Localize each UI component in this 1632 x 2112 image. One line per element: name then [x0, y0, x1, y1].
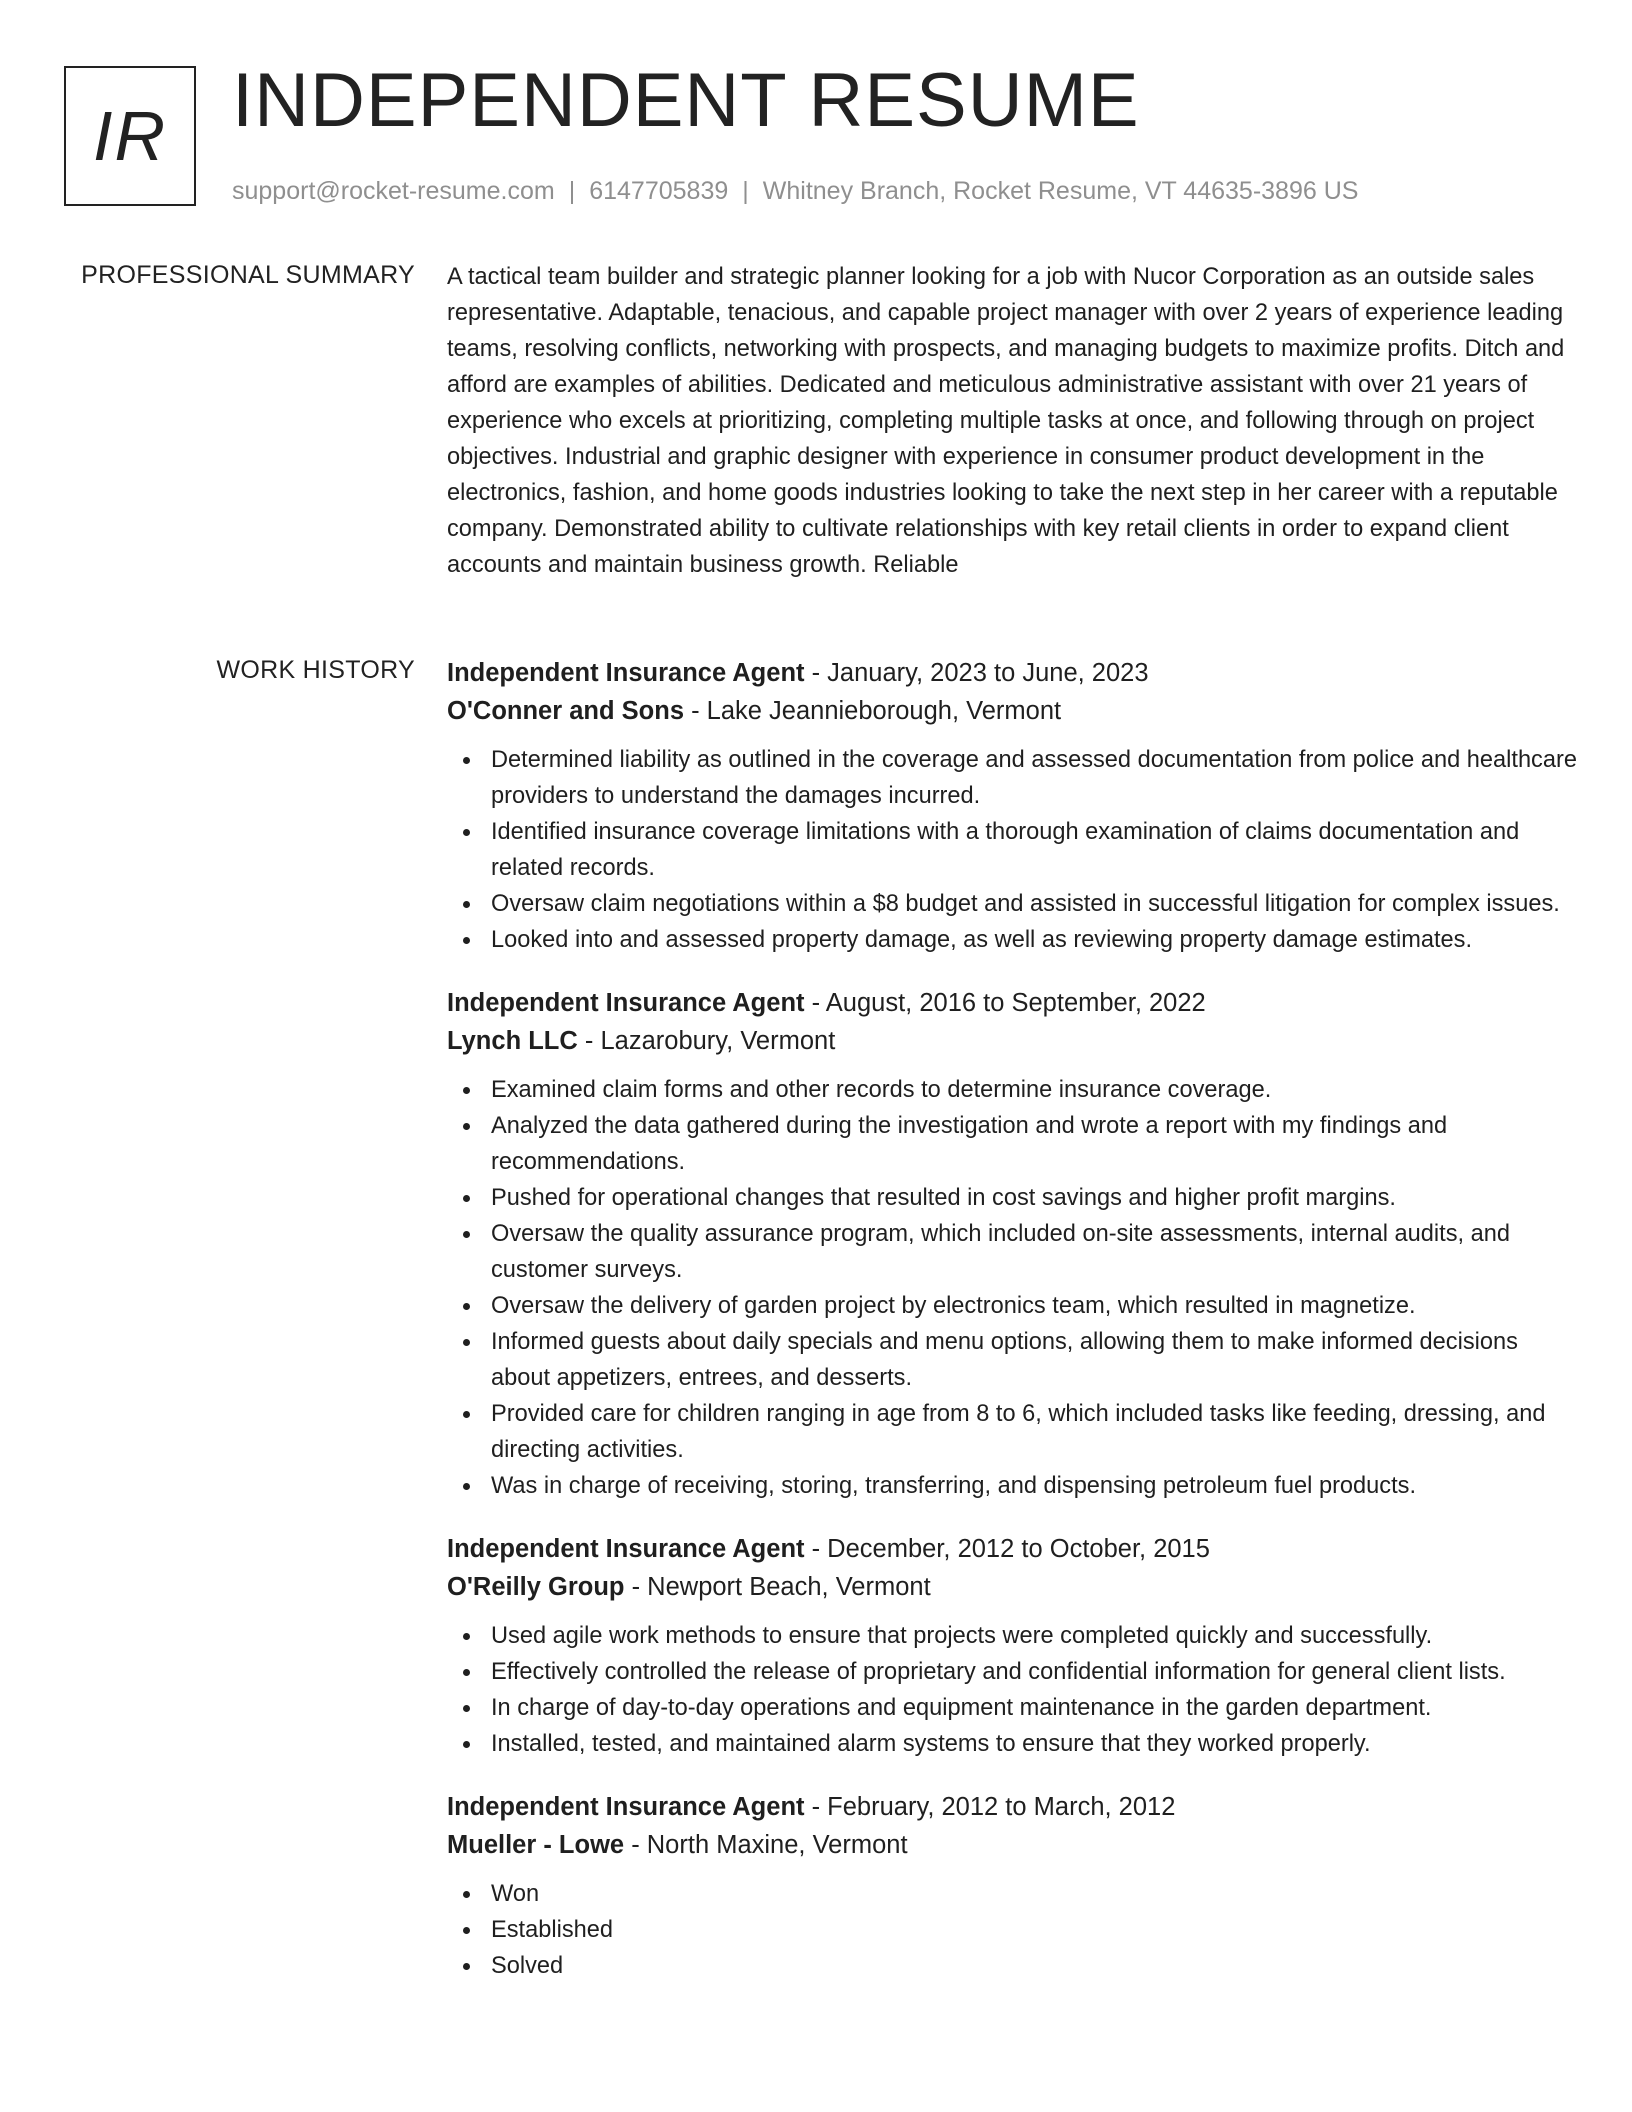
job-bullet — [447, 1876, 1577, 1912]
job-bullet-text: Provided care for children ranging in age from 8 to 6, which included tasks like feeding, dressing, and directing activities. — [491, 1401, 1546, 1463]
job-bullet — [447, 1690, 1577, 1726]
job-bullets — [447, 1072, 1577, 1504]
job-bullet — [447, 922, 1577, 958]
job-title-line — [447, 654, 1577, 692]
job-dates: - December, 2012 to October, 2015 — [804, 1535, 1210, 1563]
job-bullet-text: Oversaw the quality assurance program, which included on-site assessments, internal audits, and customer surveys. — [491, 1221, 1510, 1283]
job-bullet-text: Looked into and assessed property damage, as well as reviewing property damage estimates. — [491, 927, 1472, 953]
job-bullet — [447, 1072, 1577, 1108]
contact-line — [232, 174, 1358, 208]
job-company: Mueller - Lowe — [447, 1831, 625, 1859]
resume-name: INDEPENDENT RESUME — [232, 58, 1140, 143]
bullet-icon — [463, 901, 470, 908]
bullet-icon — [463, 1633, 470, 1640]
job-company-line — [447, 1826, 1577, 1864]
summary-section-label: PROFESSIONAL SUMMARY — [81, 261, 415, 289]
job-bullet-text: Pushed for operational changes that resulted in cost savings and higher profit margins. — [491, 1185, 1396, 1211]
job-bullet-text: Used agile work methods to ensure that projects were completed quickly and successfully. — [491, 1623, 1433, 1649]
job-entry — [447, 1530, 1577, 1762]
job-bullets — [447, 1876, 1577, 1984]
bullet-icon — [463, 1339, 470, 1346]
bullet-icon — [463, 829, 470, 836]
contact-separator: | — [568, 177, 576, 205]
job-bullet — [447, 742, 1577, 814]
job-location: - Lake Jeannieborough, Vermont — [684, 697, 1062, 725]
job-bullet-text: Oversaw the delivery of garden project by electronics team, which resulted in magnetize. — [491, 1293, 1416, 1319]
job-dates: - February, 2012 to March, 2012 — [804, 1793, 1176, 1821]
job-bullet-text: Solved — [491, 1953, 564, 1979]
job-bullet-text: Was in charge of receiving, storing, transferring, and dispensing petroleum fuel products. — [491, 1473, 1417, 1499]
bullet-icon — [463, 1123, 470, 1130]
job-location: - Lazarobury, Vermont — [577, 1027, 836, 1055]
job-bullet-text: Oversaw claim negotiations within a $8 budget and assisted in successful litigation for complex issues. — [491, 891, 1560, 917]
job-bullet-text: In charge of day-to-day operations and equipment maintenance in the garden department. — [491, 1695, 1432, 1721]
job-bullet — [447, 1396, 1577, 1468]
job-bullet-text: Established — [491, 1917, 613, 1943]
job-company: Lynch LLC — [447, 1027, 578, 1055]
bullet-icon — [463, 1411, 470, 1418]
bullet-icon — [463, 1927, 470, 1934]
job-title: Independent Insurance Agent — [447, 1535, 805, 1563]
bullet-icon — [463, 1483, 470, 1490]
job-bullet — [447, 1726, 1577, 1762]
monogram-text: IR — [93, 97, 167, 175]
job-company-line — [447, 1568, 1577, 1606]
contact-phone[interactable]: 6147705839 — [589, 177, 729, 205]
bullet-icon — [463, 757, 470, 764]
job-company-line — [447, 692, 1577, 730]
bullet-icon — [463, 937, 470, 944]
bullet-icon — [463, 1087, 470, 1094]
job-company-line — [447, 1022, 1577, 1060]
job-company: O'Reilly Group — [447, 1573, 625, 1601]
job-title-line — [447, 1530, 1577, 1568]
job-title-line — [447, 1788, 1577, 1826]
job-bullet — [447, 1288, 1577, 1324]
job-title: Independent Insurance Agent — [447, 659, 805, 687]
bullet-icon — [463, 1231, 470, 1238]
bullet-icon — [463, 1963, 470, 1970]
job-bullet-text: Analyzed the data gathered during the investigation and wrote a report with my findings and recommendations. — [491, 1113, 1448, 1175]
job-title-line — [447, 984, 1577, 1022]
job-entry — [447, 1788, 1577, 1984]
job-bullet — [447, 1912, 1577, 1948]
job-location: - Newport Beach, Vermont — [624, 1573, 931, 1601]
job-bullet-text: Determined liability as outlined in the coverage and assessed documentation from police and healthcare providers to understand the damages incurred. — [491, 747, 1577, 809]
job-title: Independent Insurance Agent — [447, 1793, 805, 1821]
job-bullet — [447, 1618, 1577, 1654]
bullet-icon — [463, 1741, 470, 1748]
job-bullet-text: Effectively controlled the release of proprietary and confidential information for general client lists. — [491, 1659, 1506, 1685]
contact-separator: | — [742, 177, 749, 205]
job-location: - North Maxine, Vermont — [624, 1831, 908, 1859]
job-dates: - August, 2016 to September, 2022 — [804, 989, 1206, 1017]
job-bullet — [447, 1216, 1577, 1288]
job-bullet-text: Identified insurance coverage limitations with a thorough examination of claims documentation and related records. — [491, 819, 1520, 881]
job-bullet-text: Installed, tested, and maintained alarm systems to ensure that they worked properly. — [491, 1731, 1371, 1757]
job-bullets — [447, 742, 1577, 958]
bullet-icon — [463, 1303, 470, 1310]
bullet-icon — [463, 1705, 470, 1712]
job-bullet — [447, 1468, 1577, 1504]
contact-email[interactable]: support@rocket-resume.com — [232, 177, 555, 205]
job-bullet-text: Examined claim forms and other records to determine insurance coverage. — [491, 1077, 1272, 1103]
job-entry — [447, 654, 1577, 958]
monogram-logo — [64, 66, 196, 206]
job-bullet-text: Won — [491, 1881, 540, 1907]
job-bullet — [447, 886, 1577, 922]
work-history-list — [447, 654, 1577, 2010]
job-bullet — [447, 1108, 1577, 1180]
job-title: Independent Insurance Agent — [447, 989, 805, 1017]
job-bullet — [447, 814, 1577, 886]
bullet-icon — [463, 1891, 470, 1898]
contact-address: Whitney Branch, Rocket Resume, VT 44635-3896 US — [762, 177, 1359, 205]
job-company: O'Conner and Sons — [447, 697, 684, 725]
job-bullet-text: Informed guests about daily specials and menu options, allowing them to make informed decisions about appetizers, entrees, and desserts. — [491, 1329, 1518, 1391]
bullet-icon — [463, 1195, 470, 1202]
summary-text: A tactical team builder and strategic planner looking for a job with Nucor Corporation as an outside sales representative. Adaptable, tenacious, and capable project manager with over 2 years of experience leading teams, resolving conflicts, networking with prospects, and managing budgets to maximize profits. Ditch and afford are examples of abilities. Dedicated and meticulous administrative assistant with over 21 years of experience who excels at prioritizing, completing multiple tasks at once, and following through on project objectives. Industrial and graphic designer with experience in consumer product development in the electronics, fashion, and home goods industries looking to take the next step in her career with a reputable company. Demonstrated ability to cultivate relationships with key retail clients in order to expand client accounts and maintain business growth. Reliable — [447, 264, 1565, 578]
bullet-icon — [463, 1669, 470, 1676]
work-history-section-label: WORK HISTORY — [216, 656, 415, 684]
job-bullet — [447, 1948, 1577, 1984]
job-bullet — [447, 1654, 1577, 1690]
job-bullets — [447, 1618, 1577, 1762]
job-entry — [447, 984, 1577, 1504]
job-bullet — [447, 1180, 1577, 1216]
job-bullet — [447, 1324, 1577, 1396]
job-dates: - January, 2023 to June, 2023 — [804, 659, 1149, 687]
